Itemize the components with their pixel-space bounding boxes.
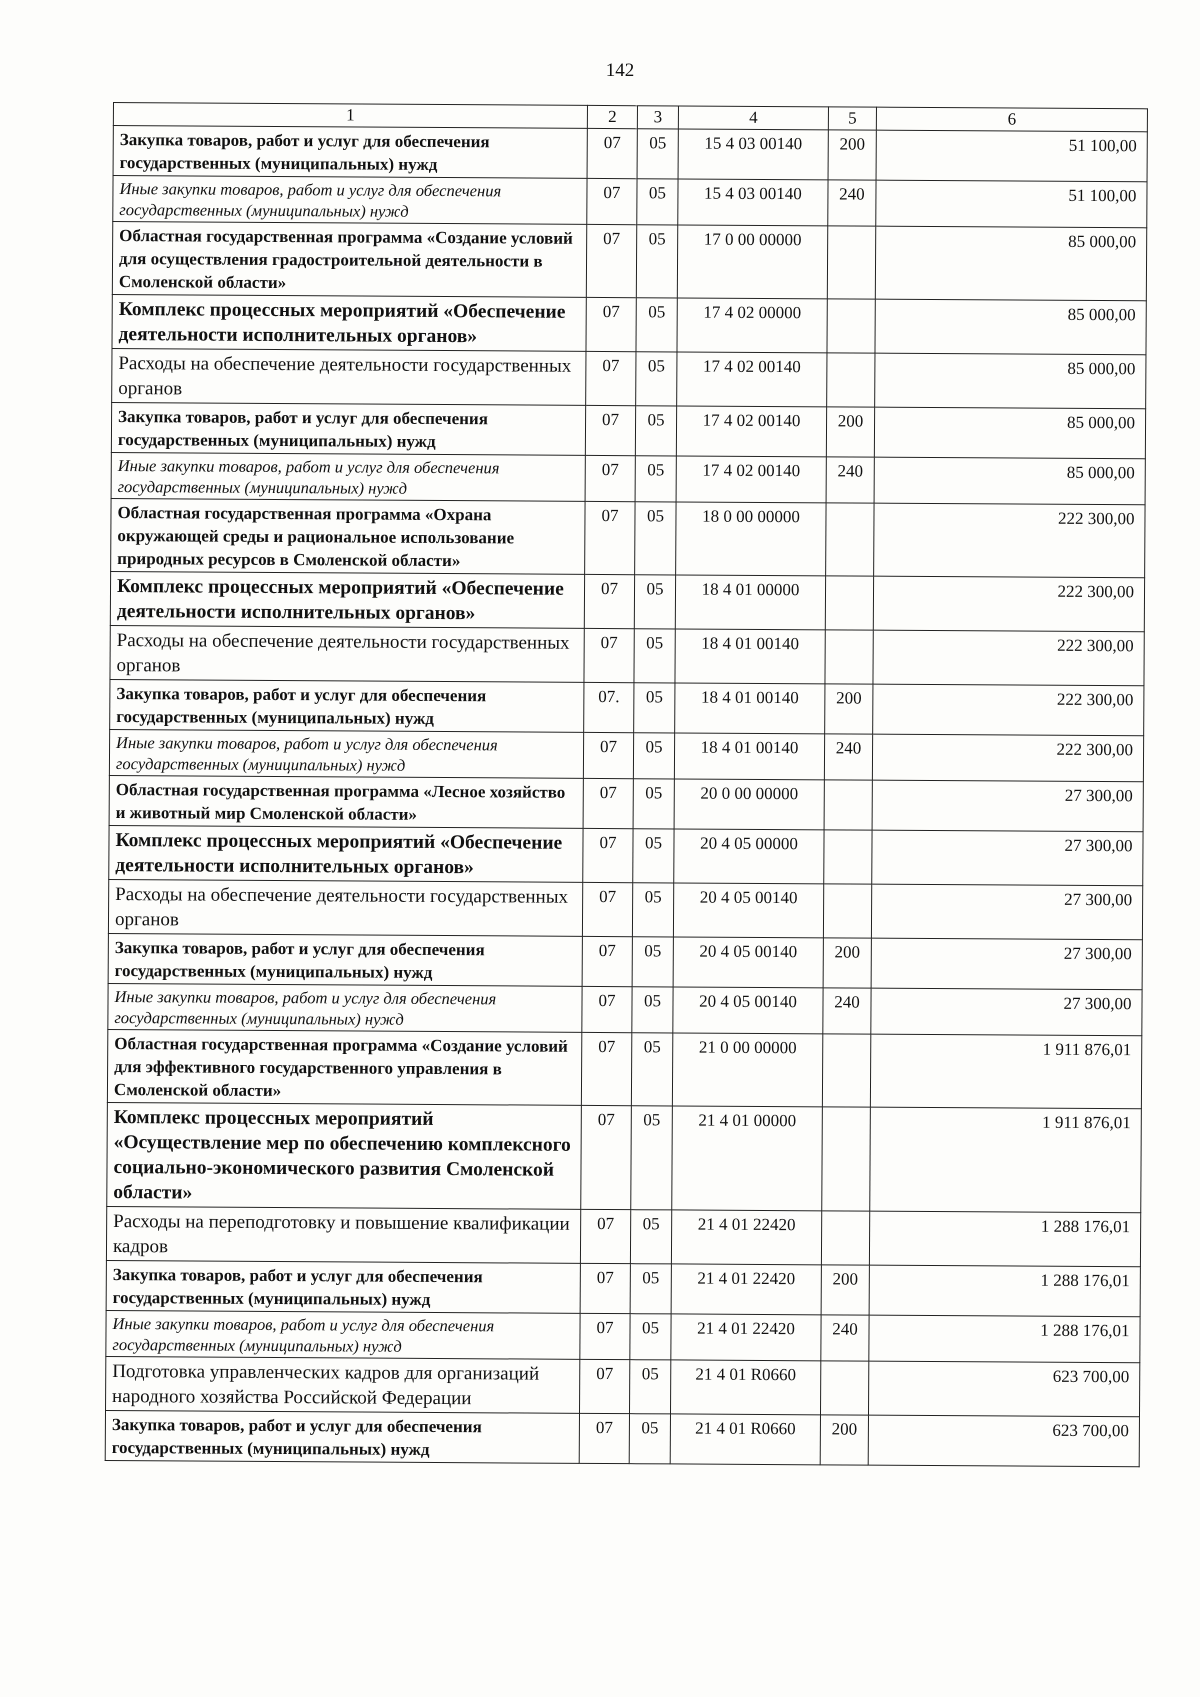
row-name-cell: Областная государственная программа «Лесное хозяйство и животный мир Смоленской области» bbox=[109, 775, 583, 828]
row-amount-cell: 1 288 176,01 bbox=[869, 1211, 1140, 1267]
row-section-cell: 07 bbox=[586, 297, 636, 351]
row-subsection-cell: 05 bbox=[636, 225, 677, 298]
row-name-cell: Областная государственная программа «Охрана окружающей среды и рациональное использование природных ресурсов в Смоленской области» bbox=[111, 498, 585, 574]
table-row bbox=[111, 498, 1145, 577]
row-name-cell: Комплекс процессных мероприятий «Обеспечение деятельности исполнительных органов» bbox=[109, 825, 583, 882]
table-row bbox=[107, 1029, 1141, 1108]
row-expense-type-cell: 200 bbox=[826, 407, 874, 457]
row-expense-type-cell: 200 bbox=[821, 1265, 869, 1315]
header-col-6: 6 bbox=[876, 107, 1147, 132]
row-subsection-cell: 05 bbox=[634, 629, 675, 683]
row-subsection-cell: 05 bbox=[633, 733, 674, 779]
table-row bbox=[113, 126, 1147, 182]
row-amount-cell: 1 288 176,01 bbox=[869, 1315, 1140, 1363]
row-expense-type-cell: 240 bbox=[823, 988, 871, 1034]
row-section-cell: 07 bbox=[583, 778, 633, 828]
row-name-cell: Закупка товаров, работ и услуг для обеспечения государственных (муниципальных) нужд bbox=[111, 402, 585, 455]
row-name-cell: Иные закупки товаров, работ и услуг для обеспечения государственных (муниципальных) нужд bbox=[113, 176, 587, 225]
row-expense-type-cell bbox=[825, 576, 873, 630]
row-section-cell: 07 bbox=[585, 405, 635, 455]
row-subsection-cell: 05 bbox=[633, 829, 674, 883]
table-row bbox=[106, 1260, 1140, 1316]
row-amount-cell: 623 700,00 bbox=[868, 1415, 1139, 1467]
table-row bbox=[106, 1356, 1140, 1416]
row-section-cell: 07 bbox=[580, 1263, 630, 1313]
row-subsection-cell: 05 bbox=[631, 1033, 672, 1106]
row-amount-cell: 27 300,00 bbox=[871, 884, 1142, 940]
row-amount-cell: 1 911 876,01 bbox=[870, 1107, 1142, 1213]
row-expense-type-cell: 240 bbox=[824, 734, 872, 780]
table-row bbox=[109, 825, 1143, 885]
row-target-code-cell: 21 4 01 00000 bbox=[672, 1106, 823, 1211]
table-row bbox=[108, 879, 1142, 939]
row-amount-cell: 1 911 876,01 bbox=[870, 1034, 1141, 1109]
row-subsection-cell: 05 bbox=[630, 1264, 671, 1314]
row-subsection-cell: 05 bbox=[635, 502, 676, 575]
row-expense-type-cell bbox=[827, 353, 875, 407]
budget-table-wrapper bbox=[105, 102, 1148, 1467]
table-row bbox=[110, 625, 1144, 685]
row-subsection-cell: 05 bbox=[632, 883, 673, 937]
table-row bbox=[111, 402, 1145, 458]
row-expense-type-cell bbox=[820, 1361, 868, 1415]
row-subsection-cell: 05 bbox=[629, 1414, 670, 1464]
row-section-cell: 07 bbox=[586, 351, 636, 405]
row-name-cell: Подготовка управленческих кадров для организаций народного хозяйства Российской Федерации bbox=[106, 1356, 580, 1413]
row-expense-type-cell: 240 bbox=[821, 1315, 869, 1361]
row-amount-cell: 222 300,00 bbox=[872, 734, 1143, 782]
row-section-cell: 07 bbox=[580, 1209, 630, 1263]
row-section-cell: 07 bbox=[585, 501, 635, 574]
row-target-code-cell: 21 4 01 22420 bbox=[671, 1210, 821, 1265]
row-target-code-cell: 17 0 00 00000 bbox=[677, 225, 827, 299]
row-subsection-cell: 05 bbox=[634, 683, 675, 733]
row-subsection-cell: 05 bbox=[633, 779, 674, 829]
row-expense-type-cell bbox=[823, 884, 871, 938]
row-subsection-cell: 05 bbox=[634, 575, 675, 629]
row-section-cell: 07 bbox=[580, 1313, 630, 1359]
row-target-code-cell: 18 0 00 00000 bbox=[676, 502, 826, 576]
row-subsection-cell: 05 bbox=[636, 298, 677, 352]
row-name-cell: Расходы на переподготовку и повышение квалификации кадров bbox=[106, 1206, 580, 1263]
row-expense-type-cell bbox=[826, 503, 874, 576]
row-amount-cell: 51 100,00 bbox=[876, 180, 1147, 228]
row-subsection-cell: 05 bbox=[630, 1210, 671, 1264]
row-target-code-cell: 15 4 03 00140 bbox=[678, 179, 828, 226]
row-target-code-cell: 17 4 02 00000 bbox=[677, 298, 827, 353]
row-amount-cell: 222 300,00 bbox=[873, 576, 1144, 632]
header-col-5: 5 bbox=[828, 107, 876, 130]
table-row bbox=[111, 452, 1145, 504]
row-subsection-cell: 05 bbox=[636, 352, 677, 406]
row-section-cell: 07 bbox=[586, 224, 636, 297]
row-name-cell: Расходы на обеспечение деятельности государственных органов bbox=[108, 879, 582, 936]
row-target-code-cell: 20 4 05 00140 bbox=[673, 987, 823, 1034]
row-section-cell: 07 bbox=[583, 732, 633, 778]
row-subsection-cell: 05 bbox=[630, 1314, 671, 1360]
row-amount-cell: 222 300,00 bbox=[874, 503, 1145, 578]
row-name-cell: Закупка товаров, работ и услуг для обеспечения государственных (муниципальных) нужд bbox=[108, 933, 582, 986]
header-col-3: 3 bbox=[637, 106, 678, 129]
row-name-cell: Комплекс процессных мероприятий «Осуществление мер по обеспечению комплексного социально-экономического развития Смоленской области» bbox=[107, 1102, 582, 1209]
row-name-cell: Комплекс процессных мероприятий «Обеспечение деятельности исполнительных органов» bbox=[110, 571, 584, 628]
row-subsection-cell: 05 bbox=[629, 1360, 670, 1414]
row-target-code-cell: 17 4 02 00140 bbox=[677, 352, 827, 407]
row-name-cell: Иные закупки товаров, работ и услуг для обеспечения государственных (муниципальных) нужд bbox=[111, 452, 585, 501]
row-section-cell: 07 bbox=[584, 574, 634, 628]
row-subsection-cell: 05 bbox=[637, 179, 678, 225]
table-row bbox=[106, 1310, 1140, 1362]
row-amount-cell: 51 100,00 bbox=[876, 130, 1147, 182]
row-name-cell: Расходы на обеспечение деятельности государственных органов bbox=[110, 625, 584, 682]
row-section-cell: 07 bbox=[584, 628, 634, 682]
row-subsection-cell: 05 bbox=[637, 129, 678, 179]
row-target-code-cell: 21 4 01 R0660 bbox=[670, 1360, 820, 1415]
row-expense-type-cell: 240 bbox=[828, 180, 876, 226]
table-row bbox=[113, 176, 1147, 228]
row-section-cell: 07 bbox=[579, 1359, 629, 1413]
page-number: 142 bbox=[605, 60, 635, 81]
row-name-cell: Комплекс процессных мероприятий «Обеспечение деятельности исполнительных органов» bbox=[112, 294, 586, 351]
row-target-code-cell: 15 4 03 00140 bbox=[678, 129, 828, 180]
row-target-code-cell: 17 4 02 00140 bbox=[676, 406, 826, 457]
row-section-cell: 07 bbox=[582, 882, 632, 936]
row-target-code-cell: 21 4 01 22420 bbox=[671, 1264, 821, 1315]
table-row bbox=[109, 729, 1143, 781]
row-amount-cell: 85 000,00 bbox=[874, 457, 1145, 505]
row-target-code-cell: 21 0 00 00000 bbox=[672, 1033, 822, 1107]
row-target-code-cell: 21 4 01 22420 bbox=[671, 1314, 821, 1361]
row-section-cell: 07 bbox=[587, 128, 637, 178]
row-subsection-cell: 05 bbox=[631, 1106, 673, 1210]
row-expense-type-cell: 200 bbox=[825, 684, 873, 734]
row-amount-cell: 27 300,00 bbox=[872, 780, 1143, 832]
row-name-cell: Закупка товаров, работ и услуг для обеспечения государственных (муниципальных) нужд bbox=[105, 1410, 579, 1463]
row-amount-cell: 27 300,00 bbox=[872, 830, 1143, 886]
row-expense-type-cell bbox=[825, 630, 873, 684]
row-target-code-cell: 20 4 05 00000 bbox=[674, 829, 824, 884]
row-subsection-cell: 05 bbox=[635, 406, 676, 456]
header-col-2: 2 bbox=[587, 105, 637, 128]
budget-table bbox=[105, 102, 1148, 1467]
row-amount-cell: 85 000,00 bbox=[875, 226, 1146, 301]
row-expense-type-cell bbox=[821, 1211, 869, 1265]
row-section-cell: 07 bbox=[582, 986, 632, 1032]
row-expense-type-cell: 200 bbox=[828, 130, 876, 180]
row-target-code-cell: 18 4 01 00140 bbox=[674, 733, 824, 780]
row-expense-type-cell bbox=[822, 1107, 871, 1211]
row-expense-type-cell bbox=[824, 780, 872, 830]
row-subsection-cell: 05 bbox=[632, 987, 673, 1033]
header-col-4: 4 bbox=[678, 106, 828, 130]
row-amount-cell: 27 300,00 bbox=[871, 988, 1142, 1036]
row-amount-cell: 85 000,00 bbox=[875, 299, 1146, 355]
row-amount-cell: 222 300,00 bbox=[873, 684, 1144, 736]
table-row bbox=[110, 679, 1144, 735]
row-amount-cell: 27 300,00 bbox=[871, 938, 1142, 990]
row-section-cell: 07 bbox=[579, 1413, 629, 1463]
row-expense-type-cell bbox=[822, 1034, 870, 1107]
row-target-code-cell: 18 4 01 00140 bbox=[675, 629, 825, 684]
row-expense-type-cell: 200 bbox=[823, 938, 871, 988]
row-target-code-cell: 20 4 05 00140 bbox=[673, 883, 823, 938]
header-col-1: 1 bbox=[113, 103, 587, 129]
row-section-cell: 07 bbox=[582, 936, 632, 986]
row-name-cell: Иные закупки товаров, работ и услуг для обеспечения государственных (муниципальных) нужд bbox=[106, 1310, 580, 1359]
row-expense-type-cell bbox=[824, 830, 872, 884]
table-row bbox=[108, 933, 1142, 989]
row-section-cell: 07 bbox=[583, 828, 633, 882]
table-row bbox=[109, 775, 1143, 831]
row-name-cell: Закупка товаров, работ и услуг для обеспечения государственных (муниципальных) нужд bbox=[113, 126, 587, 179]
row-section-cell: 07 bbox=[585, 455, 635, 501]
table-row bbox=[110, 571, 1144, 631]
row-target-code-cell: 20 0 00 00000 bbox=[674, 779, 824, 830]
table-row bbox=[112, 348, 1146, 408]
row-name-cell: Закупка товаров, работ и услуг для обеспечения государственных (муниципальных) нужд bbox=[106, 1260, 580, 1313]
row-section-cell: 07 bbox=[587, 178, 637, 224]
row-amount-cell: 85 000,00 bbox=[875, 353, 1146, 409]
row-name-cell: Закупка товаров, работ и услуг для обеспечения государственных (муниципальных) нужд bbox=[110, 679, 584, 732]
row-name-cell: Областная государственная программа «Создание условий для осуществления градостроительной деятельности в Смоленской области» bbox=[112, 222, 586, 298]
row-subsection-cell: 05 bbox=[635, 456, 676, 502]
row-target-code-cell: 18 4 01 00000 bbox=[675, 575, 825, 630]
row-section-cell: 07 bbox=[581, 1032, 631, 1105]
row-target-code-cell: 20 4 05 00140 bbox=[673, 937, 823, 988]
row-subsection-cell: 05 bbox=[632, 937, 673, 987]
row-target-code-cell: 18 4 01 00140 bbox=[675, 683, 825, 734]
table-body bbox=[105, 126, 1147, 1467]
row-section-cell: 07 bbox=[581, 1105, 632, 1209]
table-row bbox=[112, 222, 1146, 301]
row-section-cell: 07. bbox=[584, 682, 634, 732]
row-amount-cell: 623 700,00 bbox=[868, 1361, 1139, 1417]
table-row bbox=[106, 1206, 1140, 1266]
row-amount-cell: 1 288 176,01 bbox=[869, 1265, 1140, 1317]
row-target-code-cell: 21 4 01 R0660 bbox=[670, 1414, 820, 1465]
row-name-cell: Расходы на обеспечение деятельности государственных органов bbox=[112, 348, 586, 405]
row-expense-type-cell bbox=[827, 299, 875, 353]
row-amount-cell: 85 000,00 bbox=[874, 407, 1145, 459]
row-expense-type-cell bbox=[827, 226, 875, 299]
table-row bbox=[105, 1410, 1139, 1466]
row-name-cell: Иные закупки товаров, работ и услуг для обеспечения государственных (муниципальных) нужд bbox=[108, 983, 582, 1032]
row-target-code-cell: 17 4 02 00140 bbox=[676, 456, 826, 503]
row-expense-type-cell: 200 bbox=[820, 1415, 868, 1465]
row-name-cell: Областная государственная программа «Создание условий для эффективного государственного управления в Смоленской области» bbox=[107, 1029, 581, 1105]
table-row bbox=[108, 983, 1142, 1035]
table-row bbox=[112, 294, 1146, 354]
table-row bbox=[107, 1102, 1142, 1212]
row-name-cell: Иные закупки товаров, работ и услуг для обеспечения государственных (муниципальных) нужд bbox=[109, 729, 583, 778]
row-amount-cell: 222 300,00 bbox=[873, 630, 1144, 686]
row-expense-type-cell: 240 bbox=[826, 457, 874, 503]
